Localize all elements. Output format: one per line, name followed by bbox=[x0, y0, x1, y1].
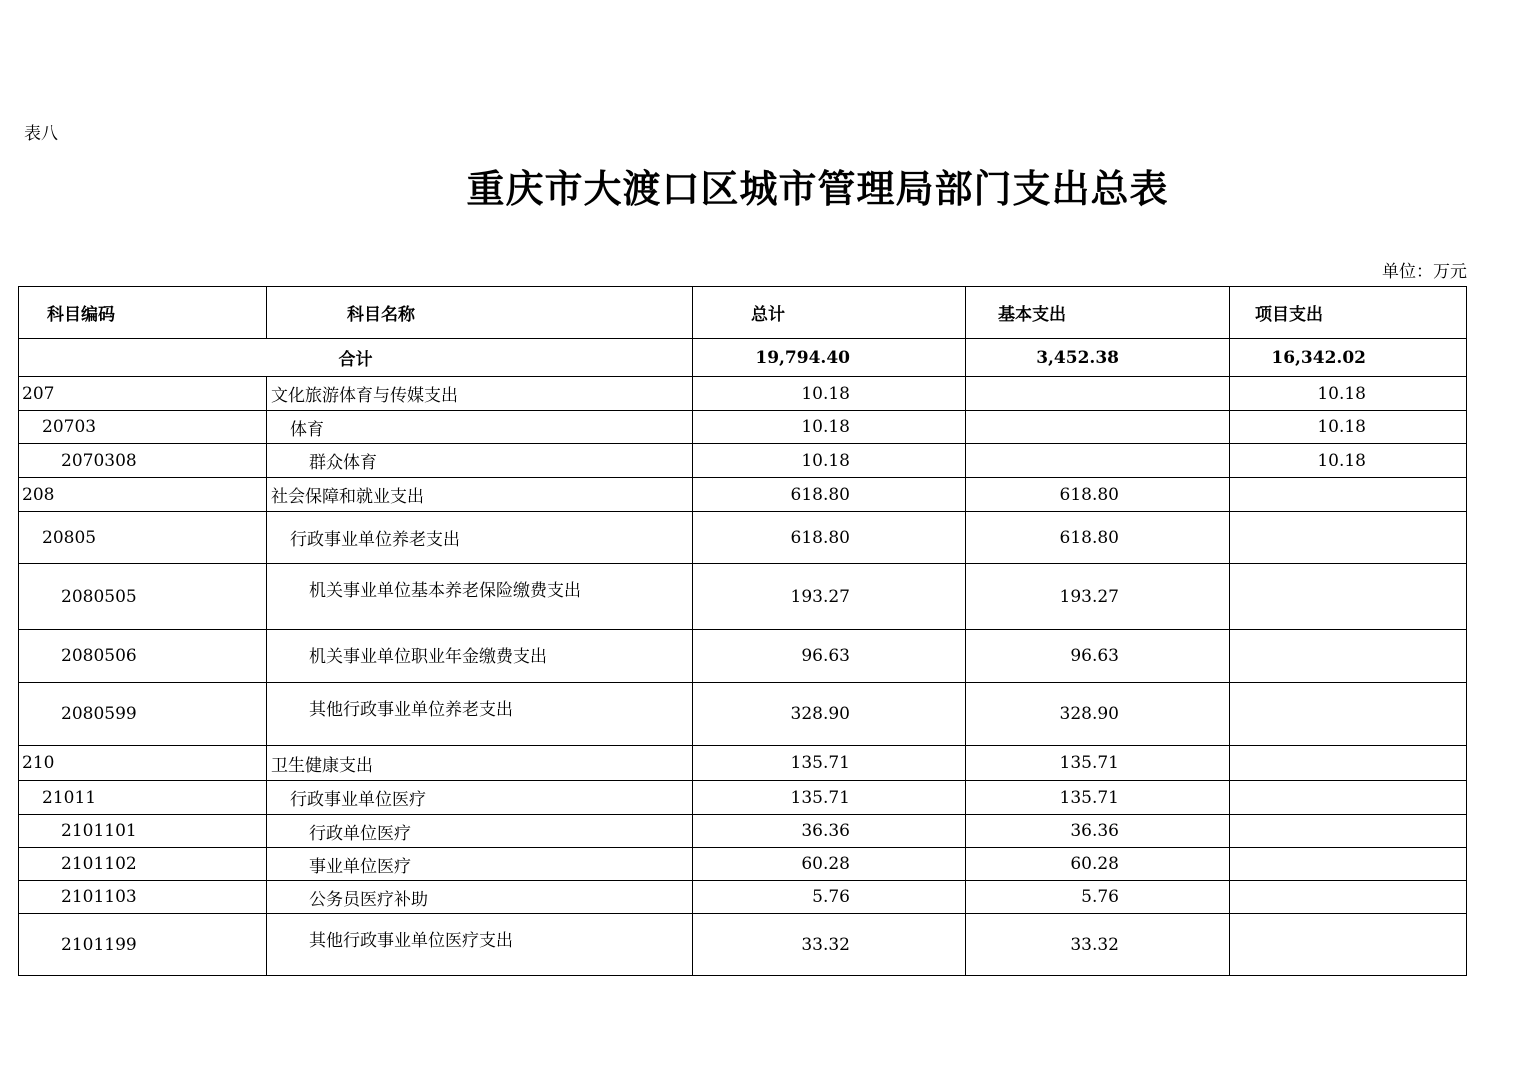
row-name: 公务员医疗补助 bbox=[267, 881, 693, 914]
data-rows bbox=[19, 377, 1467, 976]
doc-label: 表八 bbox=[24, 124, 58, 144]
table-row bbox=[19, 478, 1467, 512]
row-project bbox=[1230, 881, 1467, 914]
table-row bbox=[19, 377, 1467, 411]
row-project bbox=[1230, 630, 1467, 683]
row-code: 207 bbox=[19, 377, 267, 411]
table-row bbox=[19, 815, 1467, 848]
table-row bbox=[19, 444, 1467, 478]
row-total: 5.76 bbox=[693, 881, 966, 914]
row-total: 193.27 bbox=[693, 564, 966, 630]
row-basic: 618.80 bbox=[966, 512, 1230, 564]
row-total: 10.18 bbox=[693, 411, 966, 444]
row-basic: 328.90 bbox=[966, 683, 1230, 746]
header-total: 总计 bbox=[693, 287, 966, 339]
table-row bbox=[19, 781, 1467, 815]
row-total: 618.80 bbox=[693, 512, 966, 564]
row-code: 2101101 bbox=[19, 815, 267, 848]
total-basic: 3,452.38 bbox=[966, 339, 1230, 377]
row-total: 135.71 bbox=[693, 781, 966, 815]
header-project: 项目支出 bbox=[1230, 287, 1467, 339]
row-name: 社会保障和就业支出 bbox=[267, 478, 693, 512]
row-code: 2080599 bbox=[19, 683, 267, 746]
row-project bbox=[1230, 512, 1467, 564]
row-code: 2101103 bbox=[19, 881, 267, 914]
row-basic: 5.76 bbox=[966, 881, 1230, 914]
row-project bbox=[1230, 781, 1467, 815]
row-basic: 96.63 bbox=[966, 630, 1230, 683]
row-basic bbox=[966, 444, 1230, 478]
header-code: 科目编码 bbox=[19, 287, 267, 339]
row-code: 20703 bbox=[19, 411, 267, 444]
row-name: 机关事业单位基本养老保险缴费支出 bbox=[267, 564, 693, 630]
row-code: 20805 bbox=[19, 512, 267, 564]
header-row bbox=[19, 287, 1467, 339]
row-name: 文化旅游体育与传媒支出 bbox=[267, 377, 693, 411]
row-total: 60.28 bbox=[693, 848, 966, 881]
table-row bbox=[19, 512, 1467, 564]
row-name: 事业单位医疗 bbox=[267, 848, 693, 881]
row-total: 10.18 bbox=[693, 444, 966, 478]
row-project: 10.18 bbox=[1230, 444, 1467, 478]
row-basic: 135.71 bbox=[966, 746, 1230, 781]
row-project bbox=[1230, 746, 1467, 781]
row-name: 机关事业单位职业年金缴费支出 bbox=[267, 630, 693, 683]
table-row bbox=[19, 881, 1467, 914]
row-name: 体育 bbox=[267, 411, 693, 444]
row-code: 2101102 bbox=[19, 848, 267, 881]
row-project bbox=[1230, 914, 1467, 976]
row-project bbox=[1230, 564, 1467, 630]
row-basic: 60.28 bbox=[966, 848, 1230, 881]
header-name: 科目名称 bbox=[267, 287, 693, 339]
row-name: 其他行政事业单位养老支出 bbox=[267, 683, 693, 746]
table-row bbox=[19, 564, 1467, 630]
row-name: 行政单位医疗 bbox=[267, 815, 693, 848]
table-row bbox=[19, 411, 1467, 444]
total-label: 合计 bbox=[19, 339, 693, 377]
row-total: 33.32 bbox=[693, 914, 966, 976]
row-project: 10.18 bbox=[1230, 411, 1467, 444]
row-code: 208 bbox=[19, 478, 267, 512]
row-code: 2080506 bbox=[19, 630, 267, 683]
unit-label: 单位：万元 bbox=[1382, 262, 1467, 282]
row-project bbox=[1230, 478, 1467, 512]
row-code: 21011 bbox=[19, 781, 267, 815]
row-name: 群众体育 bbox=[267, 444, 693, 478]
row-total: 36.36 bbox=[693, 815, 966, 848]
row-name: 卫生健康支出 bbox=[267, 746, 693, 781]
row-basic: 618.80 bbox=[966, 478, 1230, 512]
row-name: 其他行政事业单位医疗支出 bbox=[267, 914, 693, 976]
row-basic: 193.27 bbox=[966, 564, 1230, 630]
table-row bbox=[19, 746, 1467, 781]
row-code: 2080505 bbox=[19, 564, 267, 630]
row-basic: 33.32 bbox=[966, 914, 1230, 976]
row-basic bbox=[966, 377, 1230, 411]
total-row bbox=[19, 339, 1467, 377]
row-basic: 135.71 bbox=[966, 781, 1230, 815]
row-total: 135.71 bbox=[693, 746, 966, 781]
row-total: 10.18 bbox=[693, 377, 966, 411]
row-basic bbox=[966, 411, 1230, 444]
expenditure-table bbox=[18, 286, 1467, 976]
row-project bbox=[1230, 815, 1467, 848]
row-code: 210 bbox=[19, 746, 267, 781]
row-project bbox=[1230, 848, 1467, 881]
page-title: 重庆市大渡口区城市管理局部门支出总表 bbox=[466, 166, 1169, 211]
total-sum: 19,794.40 bbox=[693, 339, 966, 377]
row-basic: 36.36 bbox=[966, 815, 1230, 848]
row-name: 行政事业单位养老支出 bbox=[267, 512, 693, 564]
row-total: 618.80 bbox=[693, 478, 966, 512]
total-project: 16,342.02 bbox=[1230, 339, 1467, 377]
table-row bbox=[19, 914, 1467, 976]
table-row bbox=[19, 630, 1467, 683]
row-code: 2070308 bbox=[19, 444, 267, 478]
row-code: 2101199 bbox=[19, 914, 267, 976]
row-total: 328.90 bbox=[693, 683, 966, 746]
row-project bbox=[1230, 683, 1467, 746]
row-total: 96.63 bbox=[693, 630, 966, 683]
table-row bbox=[19, 848, 1467, 881]
row-project: 10.18 bbox=[1230, 377, 1467, 411]
row-name: 行政事业单位医疗 bbox=[267, 781, 693, 815]
header-basic: 基本支出 bbox=[966, 287, 1230, 339]
table-row bbox=[19, 683, 1467, 746]
